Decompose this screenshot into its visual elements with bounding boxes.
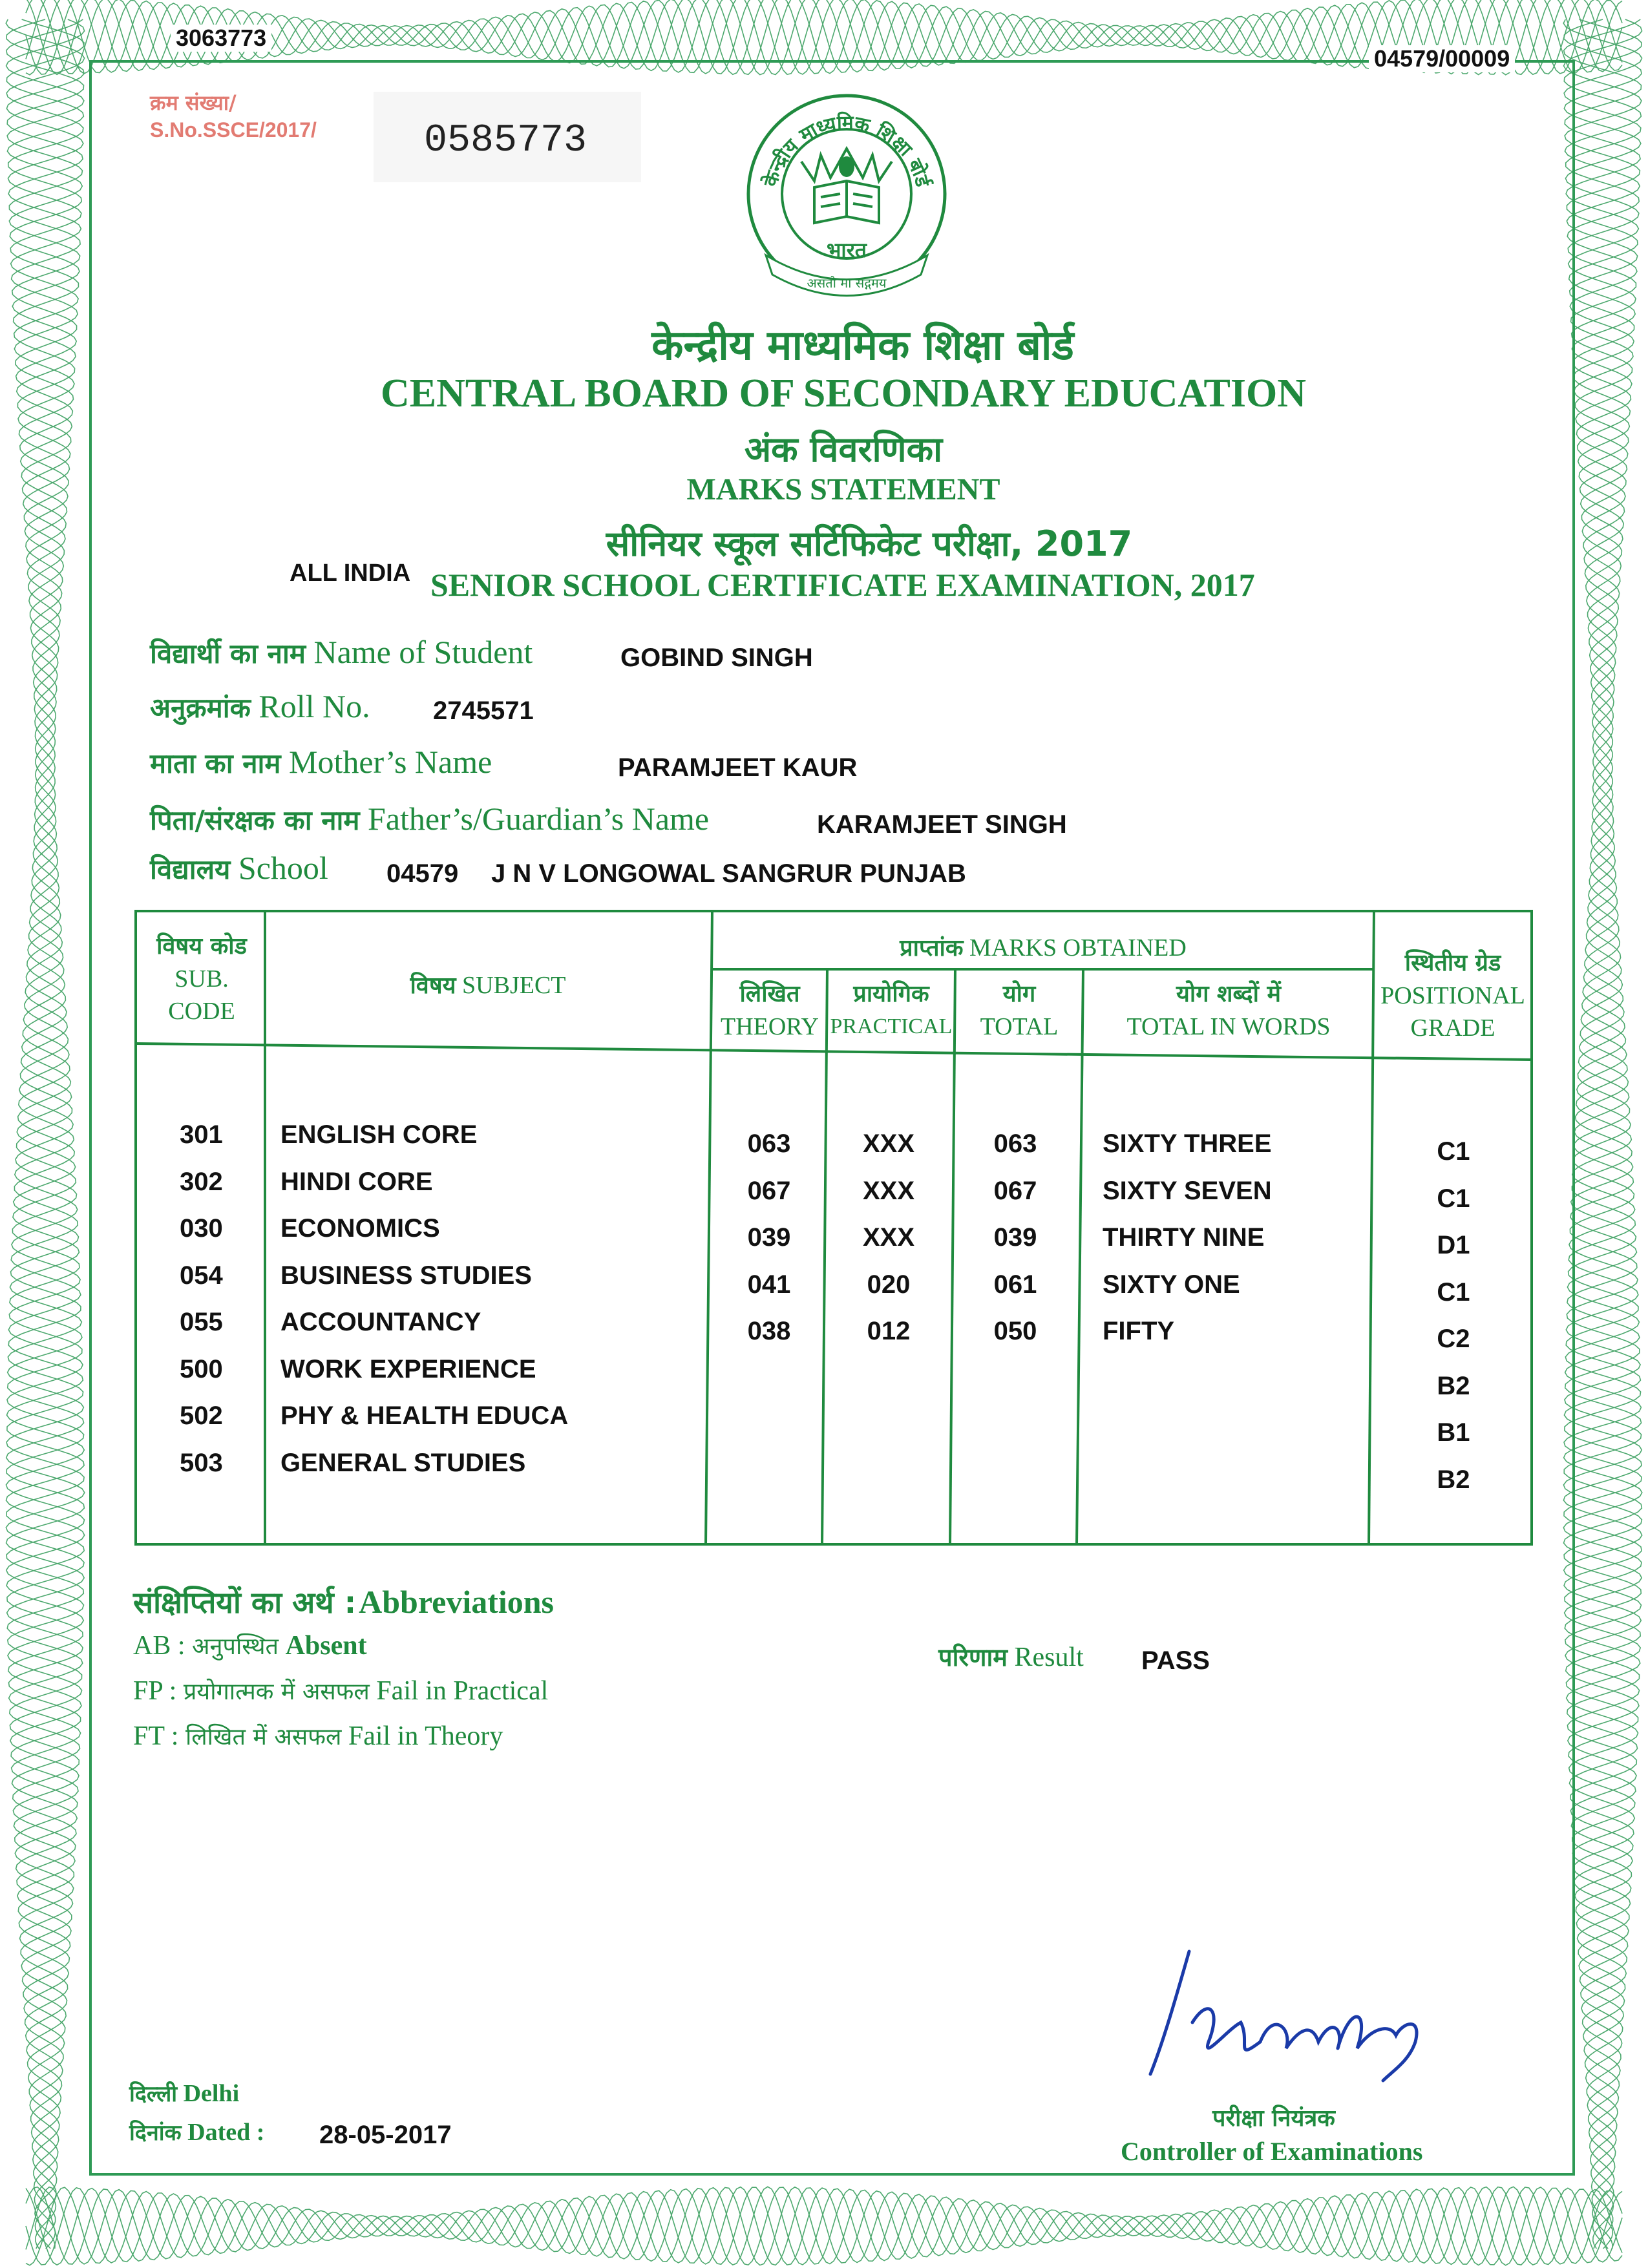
header-total-in-words: [1083, 978, 1374, 1043]
header-grade-hi: स्थितीय ग्रेड: [1404, 950, 1501, 976]
cell-grade: D1: [1437, 1231, 1470, 1259]
cell-code: 302: [180, 1167, 223, 1196]
header-positional-grade: [1374, 947, 1532, 1044]
header-theory-hi: लिखित: [739, 981, 800, 1007]
student-name: GOBIND SINGH: [620, 644, 813, 672]
header-subject: विषय SUBJECT: [410, 972, 566, 999]
cell-total: 063: [993, 1129, 1037, 1158]
mother-name-label: माता का नाम Mother’s Name: [150, 744, 492, 780]
cell-subject: HINDI CORE: [280, 1167, 433, 1196]
header-total: [955, 978, 1083, 1043]
controller-title-hi: परीक्षा नियंत्रक: [1212, 2105, 1335, 2132]
serial-label-hi: क्रम संख्या/: [150, 90, 237, 115]
cell-theory: 039: [747, 1223, 791, 1252]
header-theory-en: THEORY: [721, 1013, 819, 1040]
cell-grade: B2: [1437, 1371, 1470, 1400]
cell-practical: XXX: [862, 1176, 915, 1205]
cell-theory: 067: [747, 1176, 791, 1205]
board-title-hi: केन्द्रीय माध्यमिक शिक्षा बोर्ड: [651, 322, 1074, 370]
header-sub-code: [138, 930, 265, 1027]
place: दिल्ली Delhi: [129, 2080, 240, 2107]
cell-words: FIFTY: [1103, 1317, 1175, 1345]
statement-title-en: MARKS STATEMENT: [686, 472, 1000, 507]
board-title-en: CENTRAL BOARD OF SECONDARY EDUCATION: [381, 372, 1306, 415]
abbr-fail-theory: FT : लिखित में असफल Fail in Theory: [133, 1721, 503, 1751]
cell-total: 039: [993, 1223, 1037, 1252]
cell-total: 067: [993, 1176, 1037, 1205]
emblem-bharat: भारत: [826, 238, 867, 262]
cell-practical: 012: [867, 1317, 911, 1345]
result-value: PASS: [1141, 1646, 1210, 1675]
dated-label: दिनांक Dated :: [129, 2119, 265, 2146]
roll-number: 2745571: [433, 697, 534, 725]
school-code: 04579: [386, 859, 459, 888]
header-grade-en-1: POSITIONAL: [1380, 982, 1525, 1009]
result-label: परिणाम Result: [938, 1643, 1084, 1672]
cell-words: THIRTY NINE: [1103, 1223, 1265, 1252]
cell-total: 061: [993, 1270, 1037, 1299]
top-left-number: 3063773: [171, 25, 271, 52]
cell-subject: WORK EXPERIENCE: [280, 1354, 536, 1383]
cell-grade: C1: [1437, 1137, 1470, 1166]
header-total-en: TOTAL: [980, 1013, 1059, 1040]
cell-total: 050: [993, 1317, 1037, 1345]
header-practical-en: PRACTICAL: [830, 1014, 953, 1038]
serial-number: 0585773: [424, 119, 587, 163]
cell-code: 500: [180, 1354, 223, 1383]
emblem-ring-text: केन्द्रीय माध्यमिक शिक्षा बोर्ड: [759, 111, 934, 189]
cell-words: SIXTY ONE: [1103, 1270, 1240, 1299]
abbreviations-title: संक्षिप्तियों का अर्थ : Abbreviations: [133, 1584, 555, 1620]
header-sub-code-hi: विषय कोड: [156, 933, 247, 960]
header-grade-en-2: GRADE: [1410, 1014, 1495, 1042]
statement-title-hi: अंक विवरणिका: [744, 429, 943, 470]
cell-code: 055: [180, 1308, 223, 1336]
cell-grade: B1: [1437, 1418, 1470, 1447]
cell-theory: 063: [747, 1129, 791, 1158]
cell-subject: BUSINESS STUDIES: [280, 1261, 532, 1290]
abbr-absent: AB : अनुपस्थित Absent: [133, 1631, 367, 1661]
father-name: KARAMJEET SINGH: [817, 810, 1067, 839]
controller-title-en: Controller of Examinations: [1121, 2137, 1423, 2166]
emblem-motto: असतो मा सद्गमय: [807, 275, 887, 291]
cell-code: 030: [180, 1214, 223, 1243]
header-marks-obtained: प्राप्तांक MARKS OBTAINED: [900, 934, 1187, 961]
exam-title-en: SENIOR SCHOOL CERTIFICATE EXAMINATION, 2017: [430, 567, 1255, 603]
cell-subject: GENERAL STUDIES: [280, 1448, 526, 1477]
cell-grade: C1: [1437, 1277, 1470, 1307]
abbr-fail-practical: FP : प्रयोगात्मक में असफल Fail in Practical: [133, 1676, 549, 1706]
mother-name: PARAMJEET KAUR: [618, 753, 858, 782]
school-name: J N V LONGOWAL SANGRUR PUNJAB: [491, 859, 966, 888]
cell-subject: PHY & HEALTH EDUCA: [280, 1402, 569, 1430]
cell-subject: ECONOMICS: [280, 1214, 440, 1243]
controller-signature: [1137, 1932, 1435, 2100]
serial-label-en: S.No.SSCE/2017/: [150, 118, 317, 142]
cell-theory: 038: [747, 1317, 791, 1345]
cell-practical: XXX: [862, 1223, 915, 1252]
student-name-label: विद्यार्थी का नाम Name of Student: [150, 634, 533, 670]
header-sub-code-en-1: SUB.: [174, 965, 229, 992]
cell-code: 054: [180, 1261, 223, 1290]
cell-code: 502: [180, 1402, 223, 1430]
header-total-in-words-hi: योग शब्दों में: [1176, 981, 1281, 1007]
cell-code: 301: [180, 1120, 223, 1149]
father-name-label: पिता/संरक्षक का नाम Father’s/Guardian’s Name: [150, 801, 710, 837]
exam-title-hi: सीनियर स्कूल सर्टिफिकेट परीक्षा, 2017: [606, 523, 1133, 564]
cell-grade: C2: [1437, 1325, 1470, 1353]
cell-theory: 041: [747, 1270, 791, 1299]
header-practical-hi: प्रायोगिक: [853, 981, 929, 1007]
header-sub-code-en-2: CODE: [168, 998, 235, 1025]
cell-subject: ENGLISH CORE: [280, 1120, 478, 1149]
cell-practical: 020: [867, 1270, 911, 1299]
cell-code: 503: [180, 1448, 223, 1477]
roll-label: अनुक्रमांक Roll No.: [150, 688, 370, 724]
issue-date: 28-05-2017: [319, 2121, 452, 2149]
cell-words: SIXTY THREE: [1103, 1129, 1272, 1158]
exam-prefix: ALL INDIA: [290, 560, 411, 587]
cell-grade: B2: [1437, 1465, 1470, 1494]
school-label: विद्यालय School: [150, 850, 328, 886]
cell-grade: C1: [1437, 1184, 1470, 1213]
header-total-hi: योग: [1002, 981, 1036, 1007]
header-theory: [712, 978, 827, 1043]
cell-subject: ACCOUNTANCY: [280, 1308, 481, 1336]
header-practical: [827, 978, 955, 1043]
cell-practical: XXX: [862, 1129, 915, 1158]
header-total-in-words-en: TOTAL IN WORDS: [1126, 1013, 1331, 1040]
cell-words: SIXTY SEVEN: [1103, 1176, 1272, 1205]
top-right-number: 04579/00009: [1369, 45, 1515, 72]
